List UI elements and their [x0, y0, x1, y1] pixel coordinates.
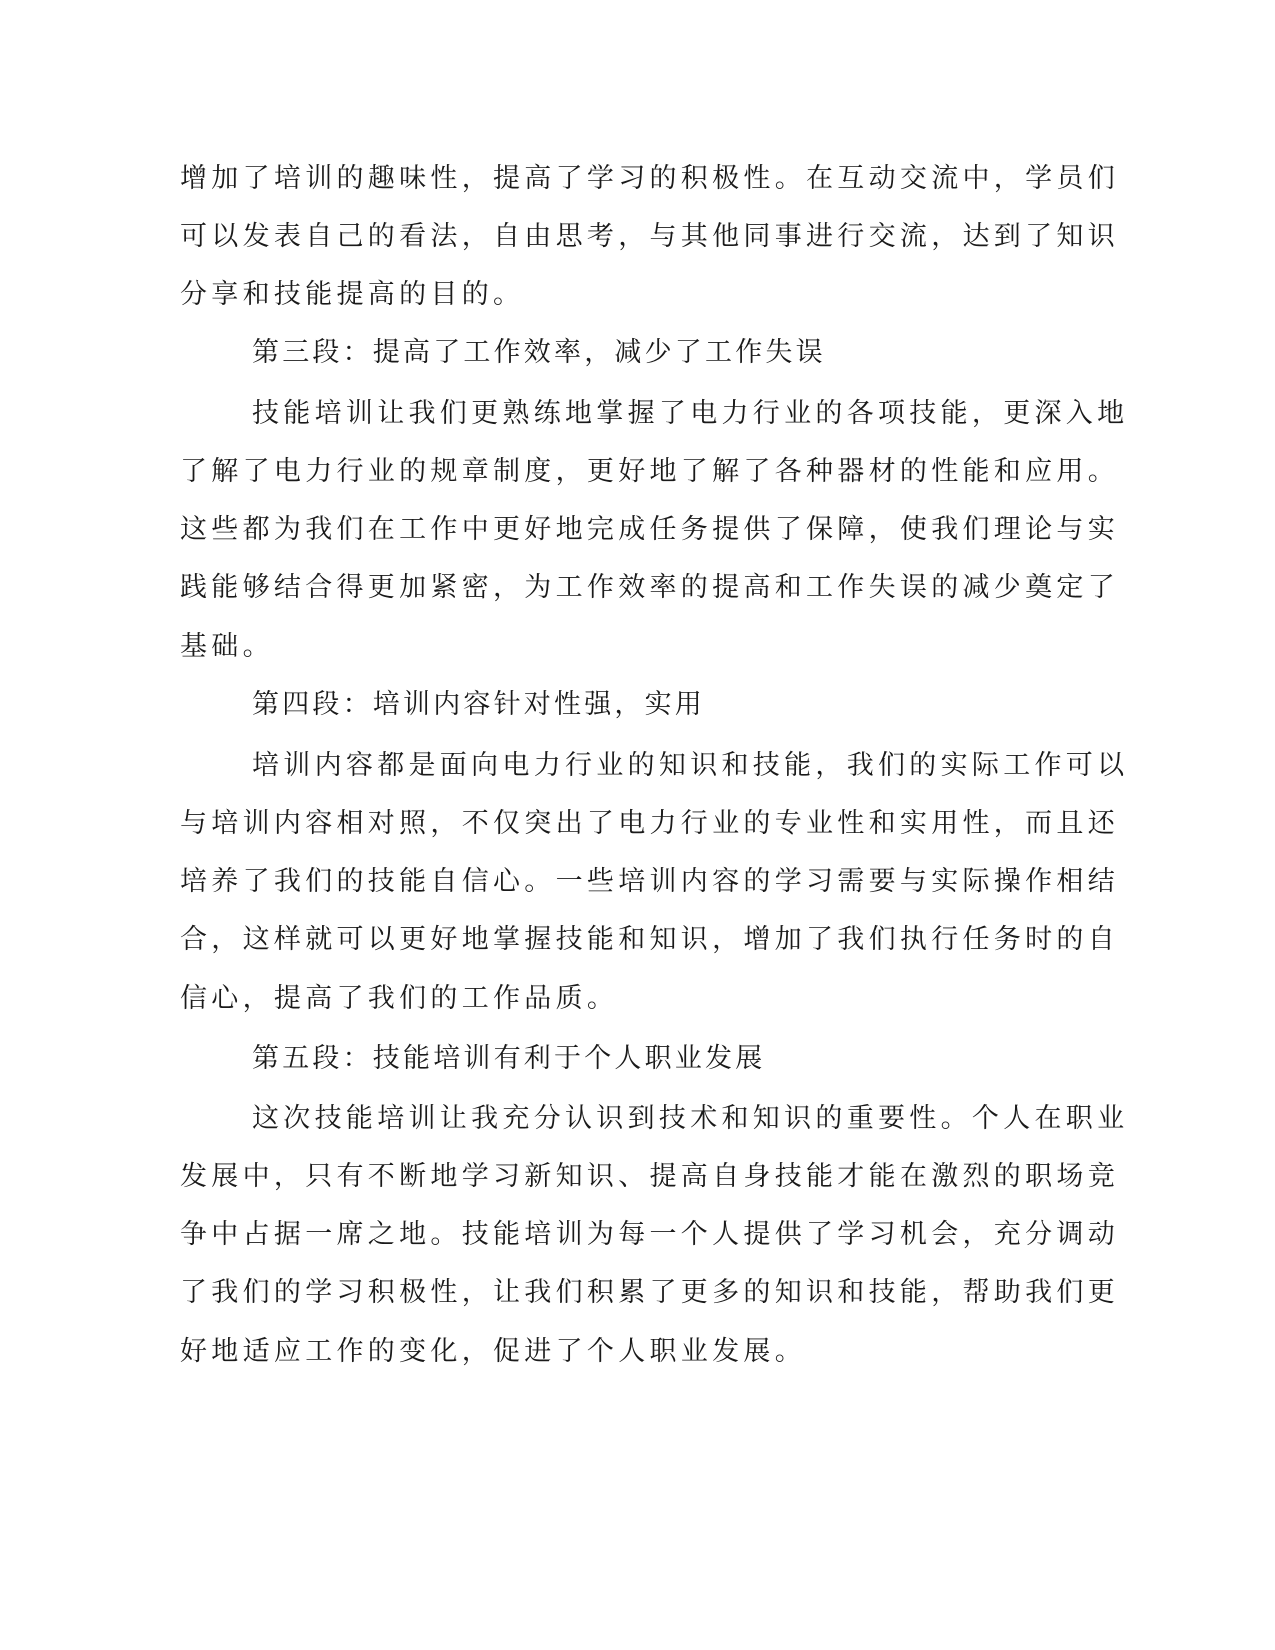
text-line: 可以发表自己的看法，自由思考，与其他同事进行交流，达到了知识 — [180, 221, 1119, 252]
text-line: 了解了电力行业的规章制度，更好地了解了各种器材的性能和应用。 — [180, 456, 1119, 487]
section-heading: 第三段：提高了工作效率，减少了工作失误 — [252, 337, 826, 368]
text-line: 技能培训让我们更熟练地掌握了电力行业的各项技能，更深入地 — [252, 398, 1129, 429]
text-line: 好地适应工作的变化，促进了个人职业发展。 — [180, 1336, 806, 1367]
text-line: 了我们的学习积极性，让我们积累了更多的知识和技能，帮助我们更 — [180, 1277, 1119, 1308]
text-line: 基础。 — [180, 631, 274, 662]
text-line: 合，这样就可以更好地掌握技能和知识，增加了我们执行任务时的自 — [180, 924, 1119, 955]
text-line: 分享和技能提高的目的。 — [180, 279, 525, 310]
section-heading: 第四段：培训内容针对性强，实用 — [252, 689, 705, 720]
text-line: 这些都为我们在工作中更好地完成任务提供了保障，使我们理论与实 — [180, 514, 1119, 545]
text-line: 发展中，只有不断地学习新知识、提高自身技能才能在激烈的职场竞 — [180, 1161, 1119, 1192]
text-line: 与培训内容相对照，不仅突出了电力行业的专业性和实用性，而且还 — [180, 808, 1119, 839]
section-heading: 第五段：技能培训有利于个人职业发展 — [252, 1043, 766, 1074]
text-line: 增加了培训的趣味性，提高了学习的积极性。在互动交流中，学员们 — [180, 163, 1119, 194]
text-line: 践能够结合得更加紧密，为工作效率的提高和工作失误的减少奠定了 — [180, 572, 1119, 603]
text-line: 培养了我们的技能自信心。一些培训内容的学习需要与实际操作相结 — [180, 866, 1119, 897]
text-line: 信心，提高了我们的工作品质。 — [180, 983, 619, 1014]
text-line: 这次技能培训让我充分认识到技术和知识的重要性。个人在职业 — [252, 1103, 1129, 1134]
text-line: 培训内容都是面向电力行业的知识和技能，我们的实际工作可以 — [252, 750, 1129, 781]
text-line: 争中占据一席之地。技能培训为每一个人提供了学习机会，充分调动 — [180, 1219, 1119, 1250]
